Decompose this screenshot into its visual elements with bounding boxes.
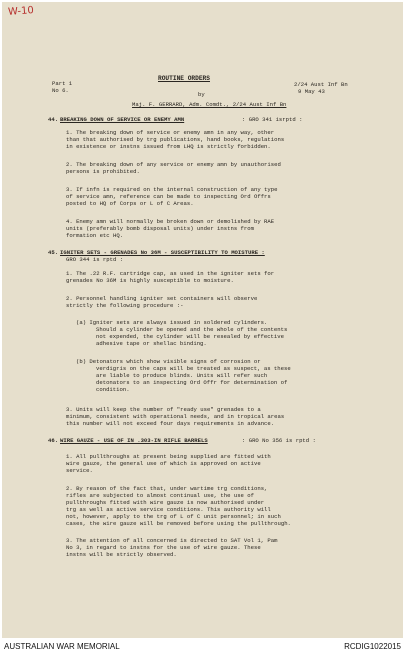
s45-pa-line: adhesive tape or shellac binding.	[96, 340, 207, 347]
document-title: ROUTINE ORDERS	[158, 75, 210, 82]
s46-p2-line: 2. By reason of the fact that, under wartime trg conditions,	[66, 485, 268, 492]
s45-pa-line: not expended, the cylinder will be resealed by effective	[96, 333, 284, 340]
footer-record-id: RCDIG1022015	[344, 642, 401, 651]
section-45-ref: GRO 344 is rptd :	[66, 256, 124, 263]
section-44-ref: : GRO 341 isrptd :	[242, 116, 303, 123]
s45-pa-line: Should a cylinder be opened and the whole of the contents	[96, 326, 288, 333]
s45-p2-line: 2. Personnel handling igniter set containers will observe	[66, 295, 258, 302]
document-page	[2, 2, 403, 638]
s45-pb-line: detonators to an inspecting Ord Offr for determination of	[96, 379, 288, 386]
s44-p3-line: of service amn, reference can be made to inspecting Ord Offrs	[66, 193, 271, 200]
s44-p3-line: posted to HQ of Corps or L of C Areas.	[66, 200, 194, 207]
s46-p3-line: instns will be strictly observed.	[66, 551, 177, 558]
s46-p1-line: 1. All pullthroughs at present being supplied are fitted with	[66, 453, 271, 460]
order-number: No 6.	[52, 87, 69, 94]
footer-source-label: AUSTRALIAN WAR MEMORIAL	[4, 642, 120, 651]
s46-p1-line: wire gauze, the general use of which is approved on active	[66, 460, 261, 467]
s45-p3-line: 3. Units will keep the number of "ready use" grenades to a	[66, 406, 261, 413]
s45-p2-line: strictly the following procedure :-	[66, 302, 184, 309]
s45-pb-line: condition.	[96, 386, 130, 393]
section-46-heading: WIRE GAUZE - USE OF IN .303-IN RIFLE BARRELS	[60, 437, 208, 444]
s44-p4-line: formation etc HQ.	[66, 232, 124, 239]
section-46-ref: : GRO No 356 is rptd :	[242, 437, 316, 444]
s45-p3-line: this number will not exceed four days requirements in advance.	[66, 420, 275, 427]
unit-label: 2/24 Aust Inf Bn	[294, 81, 348, 88]
section-44-number: 44.	[48, 116, 59, 123]
section-45-heading: IGNITER SETS - GRENADES No 36M - SUSCEPTIBILITY TO MOISTURE :	[60, 249, 265, 256]
s46-p3-line: No 3, in regard to instns for the use of wire gauze. These	[66, 544, 261, 551]
s45-pb-line: verdigris on the caps will be treated as suspect, as these	[96, 365, 291, 372]
s44-p2-line: persons is prohibited.	[66, 168, 140, 175]
s44-p1-line: 1. The breaking down of service or enemy amn in any way, other	[66, 129, 275, 136]
s45-p3-line: minimum, consistent with operational needs, and in tropical areas	[66, 413, 285, 420]
s46-p2-line: not, however, apply to the trg of L of C unit personnel; in such	[66, 513, 281, 520]
s45-p1-line: grenades No 36M is highly susceptible to moisture.	[66, 277, 234, 284]
section-44-heading: BREAKING DOWN OF SERVICE OR ENEMY AMN	[60, 116, 185, 123]
archive-footer	[0, 640, 405, 654]
section-46-number: 46.	[48, 437, 59, 444]
s44-p1-line: in existence or instns issued from LHQ is strictly forbidden.	[66, 143, 271, 150]
section-45-number: 45.	[48, 249, 59, 256]
s46-p2-line: cases, the wire gauze will be removed before using the pullthrough.	[66, 520, 291, 527]
s46-p1-line: service.	[66, 467, 93, 474]
s45-pa-line: (a) Igniter sets are always issued in soldered cylinders.	[76, 319, 268, 326]
s44-p2-line: 2. The breaking down of any service or enemy amn by unauthorised	[66, 161, 281, 168]
s46-p2-line: rifles are subjected to almost continual use, the use of	[66, 492, 254, 499]
s44-p4-line: units (preferably bomb disposal units) under instns from	[66, 225, 254, 232]
s46-p3-line: 3. The attention of all concerned is directed to SAT Vol 1, Pam	[66, 537, 278, 544]
corner-note: W-10	[7, 5, 35, 18]
s45-pb-line: are liable to produce blinds. Units will refer such	[96, 372, 268, 379]
author-line: Maj. F. GERRARD, Adm. Comdt., 2/24 Aust Inf Bn	[132, 101, 287, 108]
s44-p1-line: than that authorised by trg publications, hand books, regulations	[66, 136, 285, 143]
s44-p3-line: 3. If infn is required on the internal construction of any type	[66, 186, 278, 193]
by-label: by	[198, 91, 205, 98]
s45-pb-line: (b) Detonators which show visible signs of corrosion or	[76, 358, 261, 365]
s44-p4-line: 4. Enemy amn will normally be broken down or demolished by RAE	[66, 218, 275, 225]
s46-p2-line: trg as well as active service conditions. This authority will	[66, 506, 271, 513]
s45-p1-line: 1. The .22 R.F. cartridge cap, as used in the igniter sets for	[66, 270, 275, 277]
s46-p2-line: pullthroughs fitted with wire gauze is now authorised under	[66, 499, 265, 506]
part-label: Part 1	[52, 80, 73, 87]
date-label: 9 May 43	[298, 88, 325, 95]
